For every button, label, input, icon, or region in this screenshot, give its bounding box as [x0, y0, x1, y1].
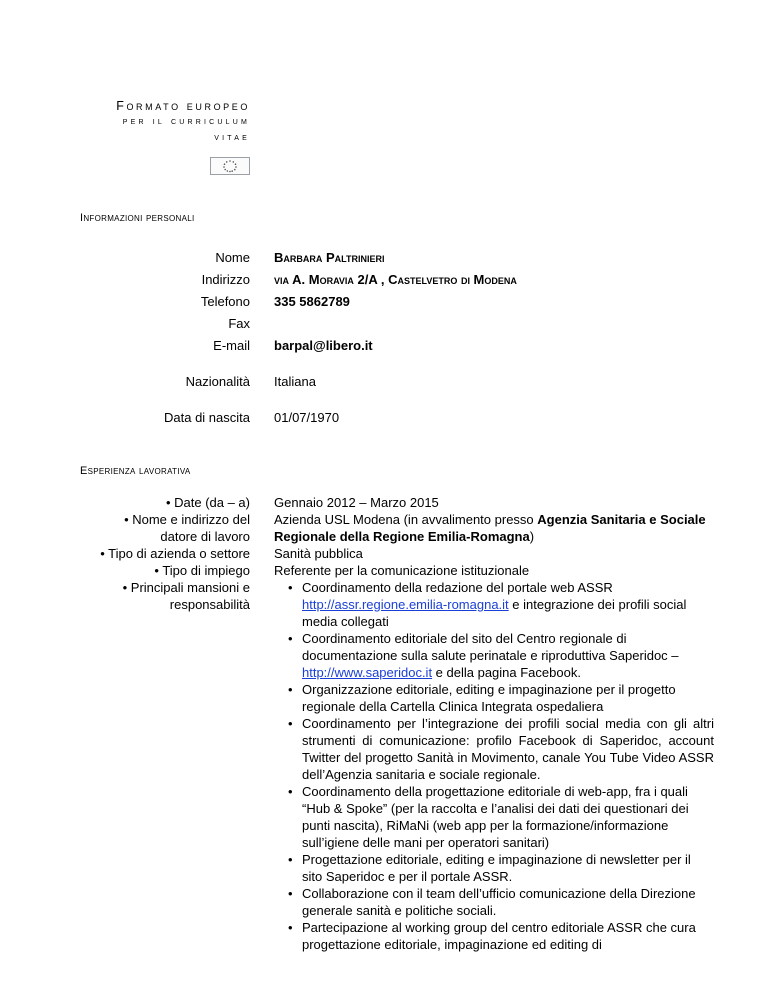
eu-flag-icon: [210, 157, 250, 175]
nascita-value: 01/07/1970: [274, 410, 340, 425]
assr-link[interactable]: http://assr.regione.emilia-romagna.it: [302, 597, 509, 612]
indirizzo-value: via A. Moravia 2/A , Castelvetro di Modena: [274, 272, 517, 287]
experience-content: [274, 494, 714, 953]
list-item: • Coordinamento per l’integrazione dei profili social media con gli altri strumenti di comunicazione: profilo Facebook di Saperidoc, account Twitter del progetto Sanità in Movimento, canale You Tube Video ASSR dell’Agenzia sanitaria e sociale regionale.: [292, 715, 714, 783]
nome-last: Paltrinieri: [326, 250, 385, 265]
b2-text: Coordinamento editoriale del sito del Centro regionale di documentazione sulla salute perinatale e riproduttiva Saperidoc –: [302, 631, 679, 663]
header-line-2: per il curriculum: [122, 116, 250, 127]
exp-employer: [274, 511, 714, 545]
exp-role: Referente per la comunicazione istituzionale: [274, 563, 530, 578]
exp-label-employer-2: datore di lavoro: [160, 529, 250, 544]
cv-header: [60, 98, 250, 146]
experience-labels: [60, 494, 250, 613]
nascita-label: Data di nascita: [164, 410, 250, 425]
nome-value: [274, 247, 385, 269]
exp-label-duties-2: responsabilità: [169, 597, 250, 612]
list-item: [292, 579, 714, 630]
fax-label: Fax: [228, 316, 250, 331]
exp-employer-pre: Azienda USL Modena (in avvalimento presso: [274, 512, 538, 527]
email-label: E-mail: [213, 338, 250, 353]
exp-label-duties: • Principali mansioni e: [122, 580, 250, 595]
list-item: • Collaborazione con il team dell’ufficio comunicazione della Direzione generale sanità e politiche sociali.: [292, 885, 714, 919]
telefono-label: Telefono: [200, 294, 250, 309]
section-title-experience: Esperienza lavorativa: [80, 465, 191, 477]
exp-dates: Gennaio 2012 – Marzo 2015: [274, 495, 439, 510]
list-item: [292, 630, 714, 681]
exp-duties-list: [274, 579, 714, 953]
exp-label-role: • Tipo di impiego: [154, 563, 250, 578]
email-value: barpal@libero.it: [274, 338, 373, 353]
nome-label: Nome: [215, 250, 250, 265]
telefono-value: 335 5862789: [274, 294, 350, 309]
header-line-3: vitae: [214, 132, 250, 143]
list-item: • Progettazione editoriale, editing e impaginazione di newsletter per il sito Saperidoc e per il portale ASSR.: [292, 851, 714, 885]
nome-first: Barbara: [274, 250, 323, 265]
exp-label-employer: • Nome e indirizzo del: [124, 512, 250, 527]
b2-post: e della pagina Facebook.: [432, 665, 581, 680]
header-line-1: Formato europeo: [116, 99, 250, 113]
list-item: • Organizzazione editoriale, editing e impaginazione per il progetto regionale della Cartella Clinica Integrata ospedaliera: [292, 681, 714, 715]
b1-post: e integrazione dei profili social media collegati: [302, 597, 687, 629]
exp-label-sector: • Tipo di azienda o settore: [100, 546, 250, 561]
exp-employer-post: ): [529, 529, 535, 544]
saperidoc-link[interactable]: http://www.saperidoc.it: [302, 665, 433, 680]
b1-text: Coordinamento della redazione del portale web ASSR: [302, 580, 613, 595]
list-item: • Partecipazione al working group del centro editoriale ASSR che cura progettazione editoriale, impaginazione ed editing di: [292, 919, 714, 953]
section-title-personal: Informazioni personali: [80, 212, 195, 224]
list-item: • Coordinamento della progettazione editoriale di web-app, fra i quali “Hub & Spoke” (per la raccolta e l’analisi dei dati dei questionari dei punti nascita), RiMaNi (web app per la formazione/informazione sull’igiene delle mani per operatori sanitari): [292, 783, 714, 851]
nazionalita-value: Italiana: [274, 374, 316, 389]
exp-label-dates: • Date (da – a): [165, 495, 250, 510]
nazionalita-label: Nazionalità: [185, 374, 250, 389]
exp-sector: Sanità pubblica: [274, 546, 363, 561]
indirizzo-label: Indirizzo: [201, 272, 250, 287]
exp-employer-bold: Agenzia Sanitaria e Sociale Regionale della Regione Emilia-Romagna: [274, 512, 706, 544]
